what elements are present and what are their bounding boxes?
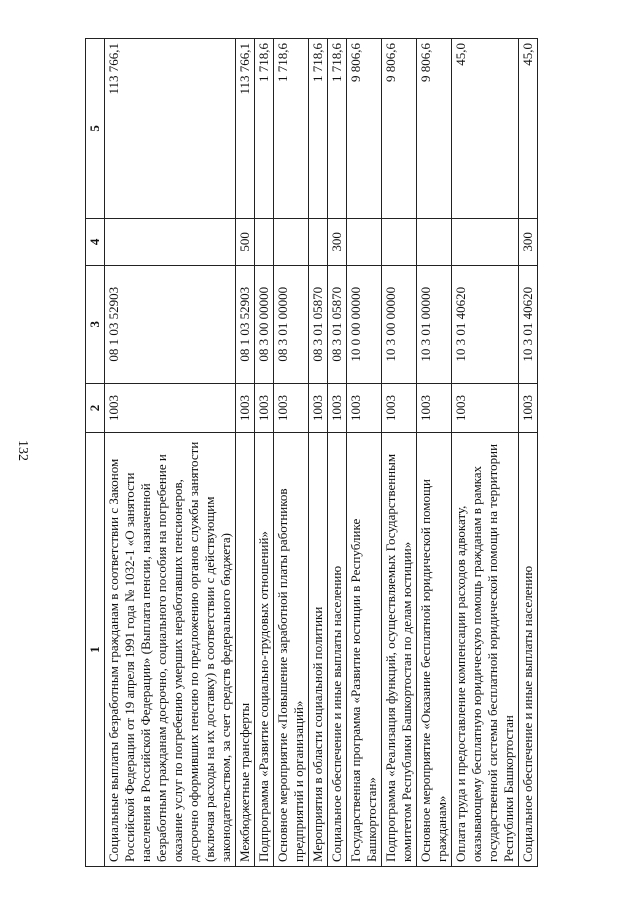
row-name: Основное мероприятие «Повышение заработной платы работников предприятий и организаций» [274,433,309,867]
row-amount: 1 718,6 [309,39,328,219]
row-target-article: 10 3 01 00000 [417,265,452,383]
row-section-code: 1003 [519,383,538,433]
table-row [255,39,274,867]
row-name: Подпрограмма «Развитие социально-трудовых отношений» [255,433,274,867]
table-row [274,39,309,867]
row-amount: 9 806,6 [347,39,382,219]
table-row [236,39,255,867]
row-amount: 113 766,1 [105,39,236,219]
row-amount: 1 718,6 [328,39,347,219]
row-target-article: 10 0 00 00000 [347,265,382,383]
row-expense-type: 300 [328,218,347,265]
table-row [105,39,236,867]
row-target-article: 10 3 01 40620 [452,265,519,383]
table-row [417,39,452,867]
row-expense-type: 300 [519,218,538,265]
table-row [328,39,347,867]
row-name: Социальные выплаты безработным гражданам в соответствии с Законом Российской Федерации от 19 апреля 1991 года № 1032-1 «О занятости населения в Российской Федерации» (Выплата пенсии, назначенной безработным гражданам досрочно, социального пособия на погребение и оказание услуг по погребению умерших неработавших пенсионеров, досрочно оформивших пенсию по предложению органов службы занятости (включая расходы на их доставку) в соответствии с действующим законодательством, за счет средств федерального бюджета) [105,433,236,867]
header-col-4: 4 [86,218,105,265]
table-body [105,39,538,867]
row-section-code: 1003 [328,383,347,433]
row-amount: 45,0 [519,39,538,219]
row-amount: 113 766,1 [236,39,255,219]
header-col-1: 1 [86,433,105,867]
row-section-code: 1003 [347,383,382,433]
row-amount: 1 718,6 [274,39,309,219]
table-row [382,39,417,867]
row-name: Социальное обеспечение и иные выплаты населению [519,433,538,867]
row-expense-type [105,218,236,265]
row-amount: 45,0 [452,39,519,219]
row-amount: 9 806,6 [417,39,452,219]
row-expense-type [309,218,328,265]
table-row [519,39,538,867]
row-section-code: 1003 [452,383,519,433]
row-name: Государственная программа «Развитие юстиции в Республике Башкортостан» [347,433,382,867]
row-target-article: 08 3 01 00000 [274,265,309,383]
row-name: Оплата труда и предоставление компенсации расходов адвокату, оказывающему бесплатную юридическую помощь гражданам в рамках государственной системы бесплатной юридической помощи на территории Республики Башкортостан [452,433,519,867]
row-expense-type [382,218,417,265]
row-name: Подпрограмма «Реализация функций, осуществляемых Государственным комитетом Республики Башкортостан по делам юстиции» [382,433,417,867]
row-target-article: 08 3 01 05870 [309,265,328,383]
row-amount: 9 806,6 [382,39,417,219]
row-section-code: 1003 [105,383,236,433]
row-section-code: 1003 [255,383,274,433]
header-col-2: 2 [86,383,105,433]
header-row [86,39,105,867]
row-section-code: 1003 [236,383,255,433]
row-expense-type [417,218,452,265]
row-target-article: 10 3 01 40620 [519,265,538,383]
row-target-article: 08 3 00 00000 [255,265,274,383]
row-section-code: 1003 [382,383,417,433]
budget-table [85,38,538,867]
row-target-article: 08 3 01 05870 [328,265,347,383]
row-expense-type [347,218,382,265]
row-target-article: 08 1 03 52903 [105,265,236,383]
table-row [309,39,328,867]
table-row [347,39,382,867]
row-section-code: 1003 [274,383,309,433]
header-col-3: 3 [86,265,105,383]
row-name: Мероприятия в области социальной политики [309,433,328,867]
row-name: Межбюджетные трансферты [236,433,255,867]
row-section-code: 1003 [309,383,328,433]
row-expense-type [274,218,309,265]
row-target-article: 08 1 03 52903 [236,265,255,383]
row-name: Основное мероприятие «Оказание бесплатной юридической помощи гражданам» [417,433,452,867]
row-target-article: 10 3 00 00000 [382,265,417,383]
row-expense-type: 500 [236,218,255,265]
page-number: 132 [15,440,30,461]
row-amount: 1 718,6 [255,39,274,219]
table-row [452,39,519,867]
header-col-5: 5 [86,39,105,219]
row-expense-type [452,218,519,265]
row-expense-type [255,218,274,265]
row-section-code: 1003 [417,383,452,433]
row-name: Социальное обеспечение и иные выплаты населению [328,433,347,867]
